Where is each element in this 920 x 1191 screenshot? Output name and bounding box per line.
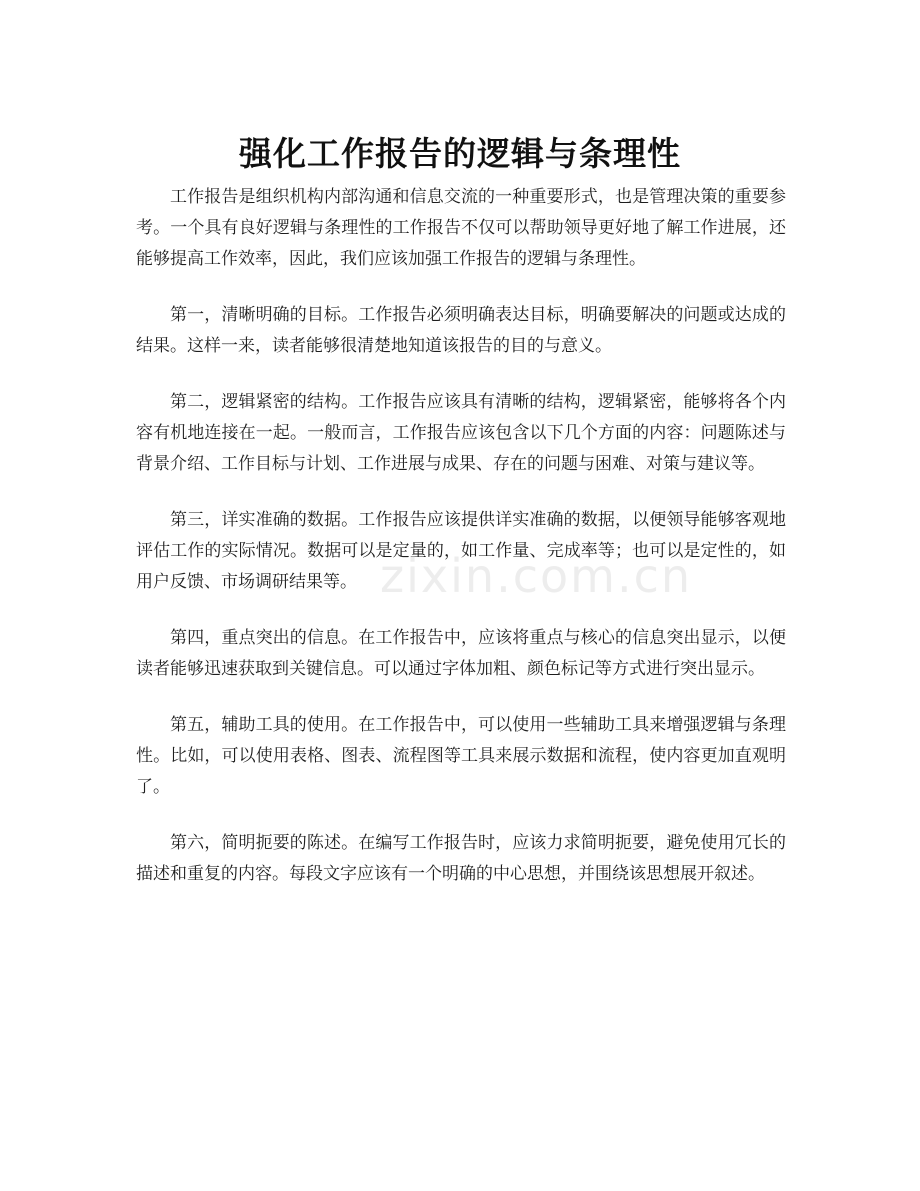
document-title: 强化工作报告的逻辑与条理性 [239, 134, 681, 174]
paragraph-first: 第一，清晰明确的目标。工作报告必须明确表达目标，明确要解决的问题或达成的结果。这样一来，读者能够很清楚地知道该报告的目的与意义。 [136, 305, 786, 356]
paragraph-second: 第二，逻辑紧密的结构。工作报告应该具有清晰的结构，逻辑紧密，能够将各个内容有机地连接在一起。一般而言，工作报告应该包含以下几个方面的内容：问题陈述与背景介绍、工作目标与计划、工作进展与成果、存在的问题与困难、对策与建议等。 [136, 392, 786, 474]
paragraph-intro: 工作报告是组织机构内部沟通和信息交流的一种重要形式，也是管理决策的重要参考。一个具有良好逻辑与条理性的工作报告不仅可以帮助领导更好地了解工作进展，还能够提高工作效率，因此，我们应该加强工作报告的逻辑与条理性。 [136, 187, 786, 269]
paragraph-fourth: 第四，重点突出的信息。在工作报告中，应该将重点与核心的信息突出显示，以便读者能够迅速获取到关键信息。可以通过字体加粗、颜色标记等方式进行突出显示。 [136, 628, 786, 679]
paragraph-third: 第三，详实准确的数据。工作报告应该提供详实准确的数据，以便领导能够客观地评估工作的实际情况。数据可以是定量的，如工作量、完成率等；也可以是定性的，如用户反馈、市场调研结果等。 [136, 510, 786, 592]
document-body [136, 182, 786, 915]
watermark: zixin.com.cn [380, 549, 693, 603]
paragraph-sixth: 第六，简明扼要的陈述。在编写工作报告时，应该力求简明扼要，避免使用冗长的描述和重复的内容。每段文字应该有一个明确的中心思想，并围绕该思想展开叙述。 [136, 833, 786, 884]
paragraph-fifth: 第五，辅助工具的使用。在工作报告中，可以使用一些辅助工具来增强逻辑与条理性。比如，可以使用表格、图表、流程图等工具来展示数据和流程，使内容更加直观明了。 [136, 715, 786, 797]
